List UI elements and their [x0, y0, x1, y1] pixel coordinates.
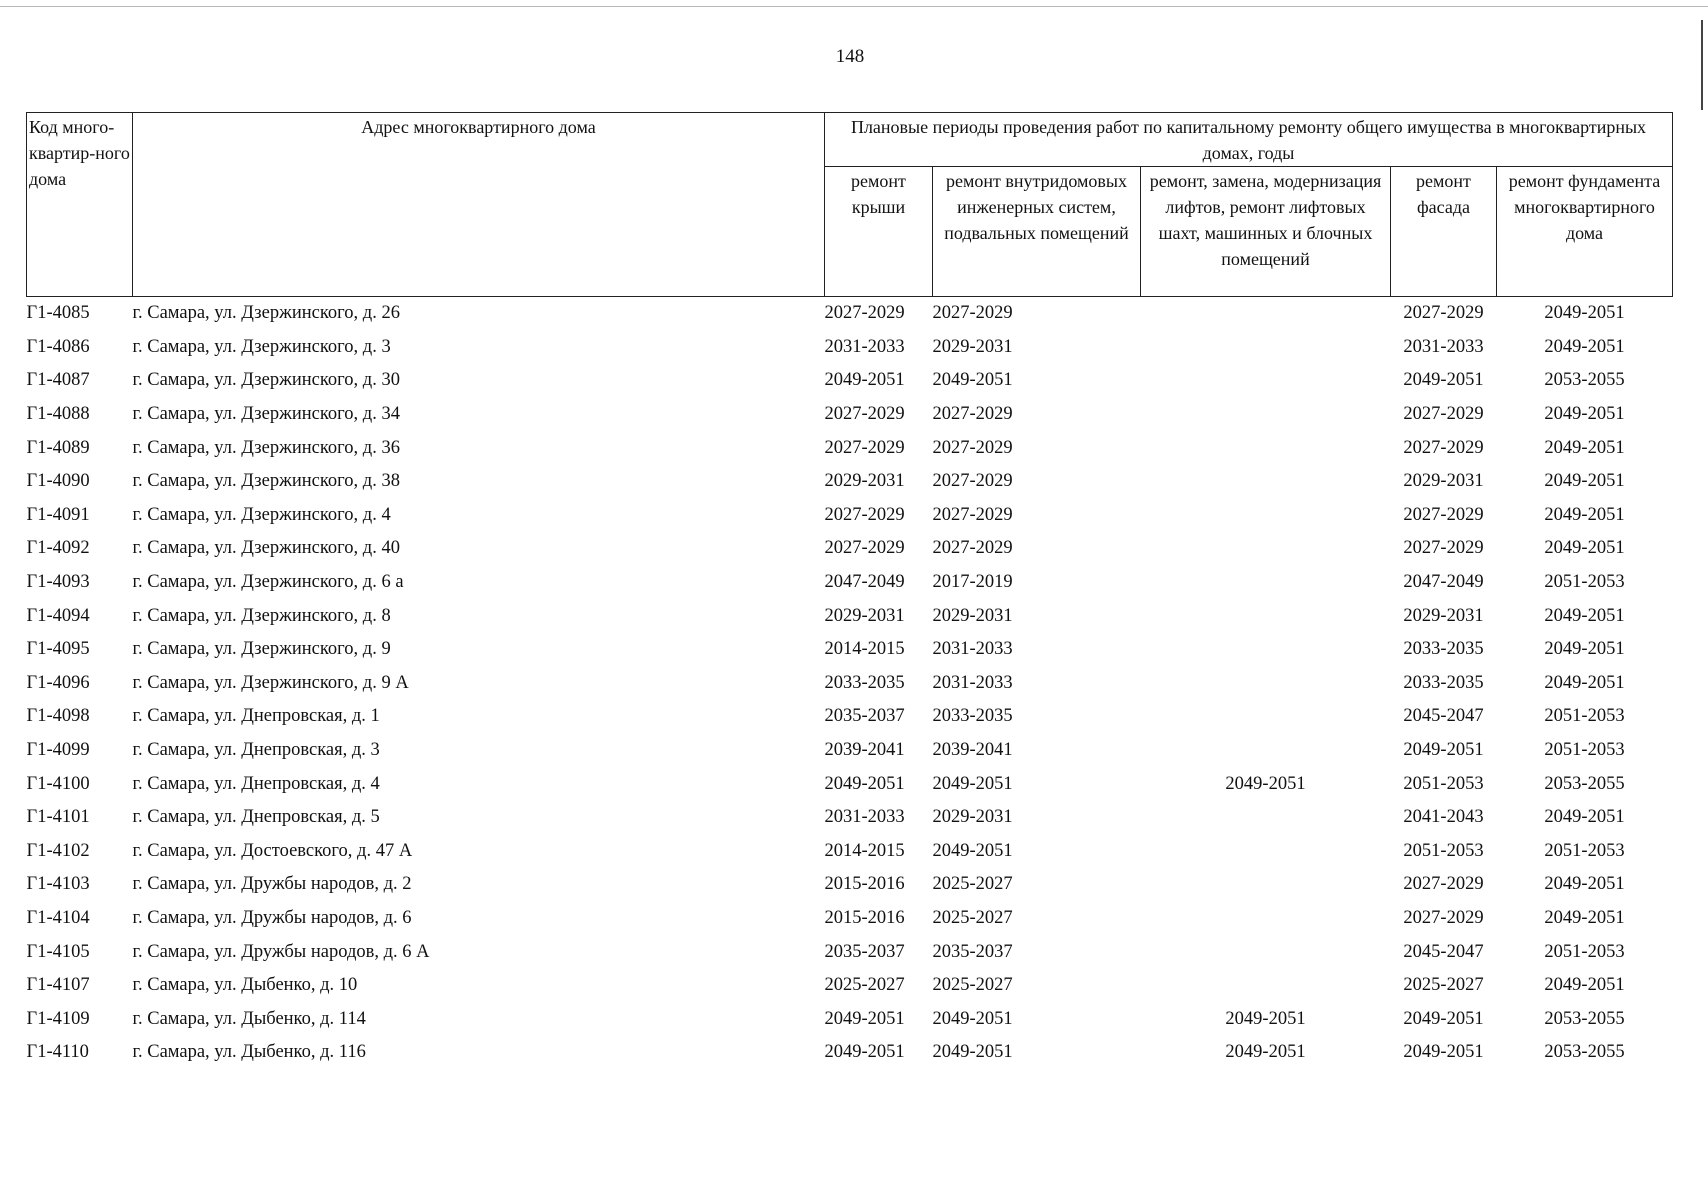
foundation-repair-period: 2051-2053 [1544, 941, 1625, 962]
roof-repair-period: 2049-2051 [824, 773, 905, 794]
table-row [27, 767, 1673, 801]
table-row [27, 801, 1673, 835]
foundation-repair-period: 2051-2053 [1544, 572, 1625, 593]
house-address: г. Самара, ул. Дзержинского, д. 9 [132, 639, 391, 660]
house-address: г. Самара, ул. Дзержинского, д. 9 А [132, 672, 409, 693]
house-code: Г1-4086 [26, 336, 90, 357]
table-row [27, 700, 1673, 734]
table-header [27, 113, 1673, 297]
house-code: Г1-4088 [26, 404, 90, 425]
house-code: Г1-4089 [26, 437, 90, 458]
house-code: Г1-4105 [26, 941, 90, 962]
house-code: Г1-4100 [26, 773, 90, 794]
engineering-repair-period: 2027-2029 [932, 437, 1013, 458]
table-row [27, 532, 1673, 566]
table-row [27, 331, 1673, 365]
house-address: г. Самара, ул. Дзержинского, д. 3 [132, 336, 391, 357]
facade-repair-period: 2033-2035 [1403, 672, 1484, 693]
capital-repair-schedule-table [26, 112, 1673, 1070]
engineering-repair-period: 2027-2029 [932, 538, 1013, 559]
house-address: г. Самара, ул. Днепровская, д. 3 [132, 740, 380, 761]
facade-repair-period: 2027-2029 [1403, 303, 1484, 324]
foundation-repair-period: 2053-2055 [1544, 1008, 1625, 1029]
table-row [27, 364, 1673, 398]
house-address: г. Самара, ул. Дзержинского, д. 26 [132, 303, 400, 324]
table-row [27, 902, 1673, 936]
engineering-repair-period: 2027-2029 [932, 504, 1013, 525]
engineering-repair-period: 2031-2033 [932, 672, 1013, 693]
elevator-repair-period: 2049-2051 [1225, 1042, 1306, 1063]
house-address: г. Самара, ул. Дзержинского, д. 34 [132, 404, 400, 425]
house-code: Г1-4103 [26, 874, 90, 895]
table-row [27, 667, 1673, 701]
facade-repair-period: 2045-2047 [1403, 706, 1484, 727]
house-address: г. Самара, ул. Дыбенко, д. 116 [132, 1042, 366, 1063]
table-row [27, 835, 1673, 869]
elevator-repair-period [1141, 566, 1391, 600]
top-scan-edge [0, 6, 1708, 7]
house-address: г. Самара, ул. Дзержинского, д. 30 [132, 370, 400, 391]
elevator-repair-period [1141, 633, 1391, 667]
elevator-repair-period [1141, 801, 1391, 835]
roof-repair-period: 2014-2015 [824, 639, 905, 660]
house-code: Г1-4091 [26, 504, 90, 525]
roof-repair-period: 2047-2049 [824, 572, 905, 593]
facade-repair-period: 2029-2031 [1403, 471, 1484, 492]
house-code: Г1-4099 [26, 740, 90, 761]
table-row [27, 297, 1673, 331]
facade-repair-period: 2027-2029 [1403, 404, 1484, 425]
roof-repair-period: 2027-2029 [824, 538, 905, 559]
table-row [27, 868, 1673, 902]
house-code: Г1-4087 [26, 370, 90, 391]
foundation-repair-period: 2049-2051 [1544, 874, 1625, 895]
elevator-repair-period [1141, 532, 1391, 566]
right-scan-edge [1701, 20, 1703, 110]
facade-repair-period: 2051-2053 [1403, 773, 1484, 794]
foundation-repair-period: 2053-2055 [1544, 370, 1625, 391]
house-address: г. Самара, ул. Дзержинского, д. 36 [132, 437, 400, 458]
facade-repair-period: 2047-2049 [1403, 572, 1484, 593]
house-address: г. Самара, ул. Дзержинского, д. 38 [132, 471, 400, 492]
house-code: Г1-4110 [26, 1042, 89, 1063]
roof-repair-period: 2014-2015 [824, 840, 905, 861]
roof-repair-period: 2025-2027 [824, 975, 905, 996]
table-row [27, 1036, 1673, 1070]
foundation-repair-period: 2049-2051 [1544, 437, 1625, 458]
house-address: г. Самара, ул. Дружбы народов, д. 6 А [132, 941, 430, 962]
table-row [27, 398, 1673, 432]
header-elevator-repair: ремонт, замена, модернизация лифтов, ремонт лифтовых шахт, машинных и блочных помещений [1141, 167, 1391, 297]
house-code: Г1-4096 [26, 672, 90, 693]
foundation-repair-period: 2049-2051 [1544, 538, 1625, 559]
facade-repair-period: 2027-2029 [1403, 504, 1484, 525]
header-facade-repair: ремонт фасада [1391, 167, 1497, 297]
header-engineering-repair: ремонт внутридомовых инженерных систем, подвальных помещений [933, 167, 1141, 297]
facade-repair-period: 2027-2029 [1403, 538, 1484, 559]
house-code: Г1-4093 [26, 572, 90, 593]
engineering-repair-period: 2049-2051 [932, 773, 1013, 794]
engineering-repair-period: 2025-2027 [932, 907, 1013, 928]
foundation-repair-period: 2049-2051 [1544, 504, 1625, 525]
house-code: Г1-4101 [26, 807, 90, 828]
table-row [27, 499, 1673, 533]
house-code: Г1-4102 [26, 840, 90, 861]
foundation-repair-period: 2051-2053 [1544, 706, 1625, 727]
roof-repair-period: 2049-2051 [824, 1008, 905, 1029]
engineering-repair-period: 2049-2051 [932, 1008, 1013, 1029]
foundation-repair-period: 2049-2051 [1544, 672, 1625, 693]
roof-repair-period: 2035-2037 [824, 706, 905, 727]
table-row [27, 566, 1673, 600]
house-code: Г1-4095 [26, 639, 90, 660]
facade-repair-period: 2049-2051 [1403, 740, 1484, 761]
foundation-repair-period: 2049-2051 [1544, 605, 1625, 626]
house-address: г. Самара, ул. Дзержинского, д. 6 а [132, 572, 404, 593]
elevator-repair-period [1141, 835, 1391, 869]
facade-repair-period: 2025-2027 [1403, 975, 1484, 996]
elevator-repair-period [1141, 465, 1391, 499]
house-address: г. Самара, ул. Дружбы народов, д. 2 [132, 874, 412, 895]
facade-repair-period: 2049-2051 [1403, 370, 1484, 391]
foundation-repair-period: 2049-2051 [1544, 336, 1625, 357]
header-code: Код много-квартир-ного дома [27, 113, 133, 297]
foundation-repair-period: 2049-2051 [1544, 907, 1625, 928]
foundation-repair-period: 2049-2051 [1544, 303, 1625, 324]
engineering-repair-period: 2029-2031 [932, 807, 1013, 828]
engineering-repair-period: 2027-2029 [932, 471, 1013, 492]
header-address: Адрес многоквартирного дома [133, 113, 825, 297]
house-address: г. Самара, ул. Днепровская, д. 1 [132, 706, 380, 727]
house-code: Г1-4090 [26, 471, 90, 492]
facade-repair-period: 2041-2043 [1403, 807, 1484, 828]
page-number: 148 [835, 46, 865, 67]
facade-repair-period: 2027-2029 [1403, 874, 1484, 895]
engineering-repair-period: 2017-2019 [932, 572, 1013, 593]
elevator-repair-period [1141, 734, 1391, 768]
roof-repair-period: 2029-2031 [824, 471, 905, 492]
table-row [27, 465, 1673, 499]
facade-repair-period: 2027-2029 [1403, 907, 1484, 928]
facade-repair-period: 2029-2031 [1403, 605, 1484, 626]
roof-repair-period: 2027-2029 [824, 504, 905, 525]
elevator-repair-period [1141, 935, 1391, 969]
house-address: г. Самара, ул. Дыбенко, д. 10 [132, 975, 358, 996]
roof-repair-period: 2033-2035 [824, 672, 905, 693]
roof-repair-period: 2015-2016 [824, 874, 905, 895]
roof-repair-period: 2039-2041 [824, 740, 905, 761]
engineering-repair-period: 2025-2027 [932, 874, 1013, 895]
roof-repair-period: 2027-2029 [824, 437, 905, 458]
elevator-repair-period [1141, 364, 1391, 398]
house-address: г. Самара, ул. Дзержинского, д. 8 [132, 605, 391, 626]
table-body [27, 297, 1673, 1070]
engineering-repair-period: 2027-2029 [932, 404, 1013, 425]
facade-repair-period: 2033-2035 [1403, 639, 1484, 660]
foundation-repair-period: 2053-2055 [1544, 1042, 1625, 1063]
header-roof-repair: ремонт крыши [825, 167, 933, 297]
roof-repair-period: 2015-2016 [824, 907, 905, 928]
house-address: г. Самара, ул. Днепровская, д. 4 [132, 773, 380, 794]
header-foundation-repair: ремонт фундамента многоквартирного дома [1497, 167, 1673, 297]
foundation-repair-period: 2051-2053 [1544, 740, 1625, 761]
facade-repair-period: 2045-2047 [1403, 941, 1484, 962]
header-row-top [27, 113, 1673, 167]
facade-repair-period: 2049-2051 [1403, 1042, 1484, 1063]
foundation-repair-period: 2049-2051 [1544, 807, 1625, 828]
engineering-repair-period: 2029-2031 [932, 605, 1013, 626]
house-address: г. Самара, ул. Дыбенко, д. 114 [132, 1008, 366, 1029]
house-address: г. Самара, ул. Достоевского, д. 47 А [132, 840, 413, 861]
facade-repair-period: 2049-2051 [1403, 1008, 1484, 1029]
elevator-repair-period [1141, 868, 1391, 902]
house-code: Г1-4104 [26, 907, 90, 928]
facade-repair-period: 2051-2053 [1403, 840, 1484, 861]
table-row [27, 1002, 1673, 1036]
facade-repair-period: 2027-2029 [1403, 437, 1484, 458]
house-code: Г1-4094 [26, 605, 90, 626]
elevator-repair-period [1141, 969, 1391, 1003]
house-code: Г1-4085 [26, 303, 90, 324]
header-planned-periods: Плановые периоды проведения работ по капитальному ремонту общего имущества в многоквартирных домах, годы [825, 113, 1673, 167]
roof-repair-period: 2035-2037 [824, 941, 905, 962]
elevator-repair-period [1141, 667, 1391, 701]
roof-repair-period: 2031-2033 [824, 807, 905, 828]
engineering-repair-period: 2049-2051 [932, 370, 1013, 391]
engineering-repair-period: 2039-2041 [932, 740, 1013, 761]
foundation-repair-period: 2049-2051 [1544, 404, 1625, 425]
house-address: г. Самара, ул. Дружбы народов, д. 6 [132, 907, 412, 928]
engineering-repair-period: 2025-2027 [932, 975, 1013, 996]
elevator-repair-period [1141, 902, 1391, 936]
elevator-repair-period [1141, 331, 1391, 365]
engineering-repair-period: 2049-2051 [932, 840, 1013, 861]
roof-repair-period: 2049-2051 [824, 370, 905, 391]
foundation-repair-period: 2049-2051 [1544, 639, 1625, 660]
elevator-repair-period [1141, 700, 1391, 734]
house-address: г. Самара, ул. Днепровская, д. 5 [132, 807, 380, 828]
elevator-repair-period: 2049-2051 [1225, 773, 1306, 794]
foundation-repair-period: 2049-2051 [1544, 975, 1625, 996]
engineering-repair-period: 2033-2035 [932, 706, 1013, 727]
roof-repair-period: 2031-2033 [824, 336, 905, 357]
house-code: Г1-4109 [26, 1008, 90, 1029]
engineering-repair-period: 2035-2037 [932, 941, 1013, 962]
roof-repair-period: 2049-2051 [824, 1042, 905, 1063]
table-row [27, 969, 1673, 1003]
elevator-repair-period [1141, 398, 1391, 432]
roof-repair-period: 2029-2031 [824, 605, 905, 626]
engineering-repair-period: 2027-2029 [932, 303, 1013, 324]
foundation-repair-period: 2053-2055 [1544, 773, 1625, 794]
engineering-repair-period: 2031-2033 [932, 639, 1013, 660]
engineering-repair-period: 2029-2031 [932, 336, 1013, 357]
house-code: Г1-4098 [26, 706, 90, 727]
table-row [27, 431, 1673, 465]
foundation-repair-period: 2049-2051 [1544, 471, 1625, 492]
foundation-repair-period: 2051-2053 [1544, 840, 1625, 861]
roof-repair-period: 2027-2029 [824, 303, 905, 324]
elevator-repair-period [1141, 599, 1391, 633]
house-address: г. Самара, ул. Дзержинского, д. 4 [132, 504, 391, 525]
elevator-repair-period [1141, 297, 1391, 331]
elevator-repair-period [1141, 499, 1391, 533]
elevator-repair-period [1141, 431, 1391, 465]
house-code: Г1-4092 [26, 538, 90, 559]
engineering-repair-period: 2049-2051 [932, 1042, 1013, 1063]
elevator-repair-period: 2049-2051 [1225, 1008, 1306, 1029]
roof-repair-period: 2027-2029 [824, 404, 905, 425]
table-row [27, 599, 1673, 633]
table-row [27, 734, 1673, 768]
house-address: г. Самара, ул. Дзержинского, д. 40 [132, 538, 400, 559]
facade-repair-period: 2031-2033 [1403, 336, 1484, 357]
table-row [27, 935, 1673, 969]
table-row [27, 633, 1673, 667]
house-code: Г1-4107 [26, 975, 90, 996]
